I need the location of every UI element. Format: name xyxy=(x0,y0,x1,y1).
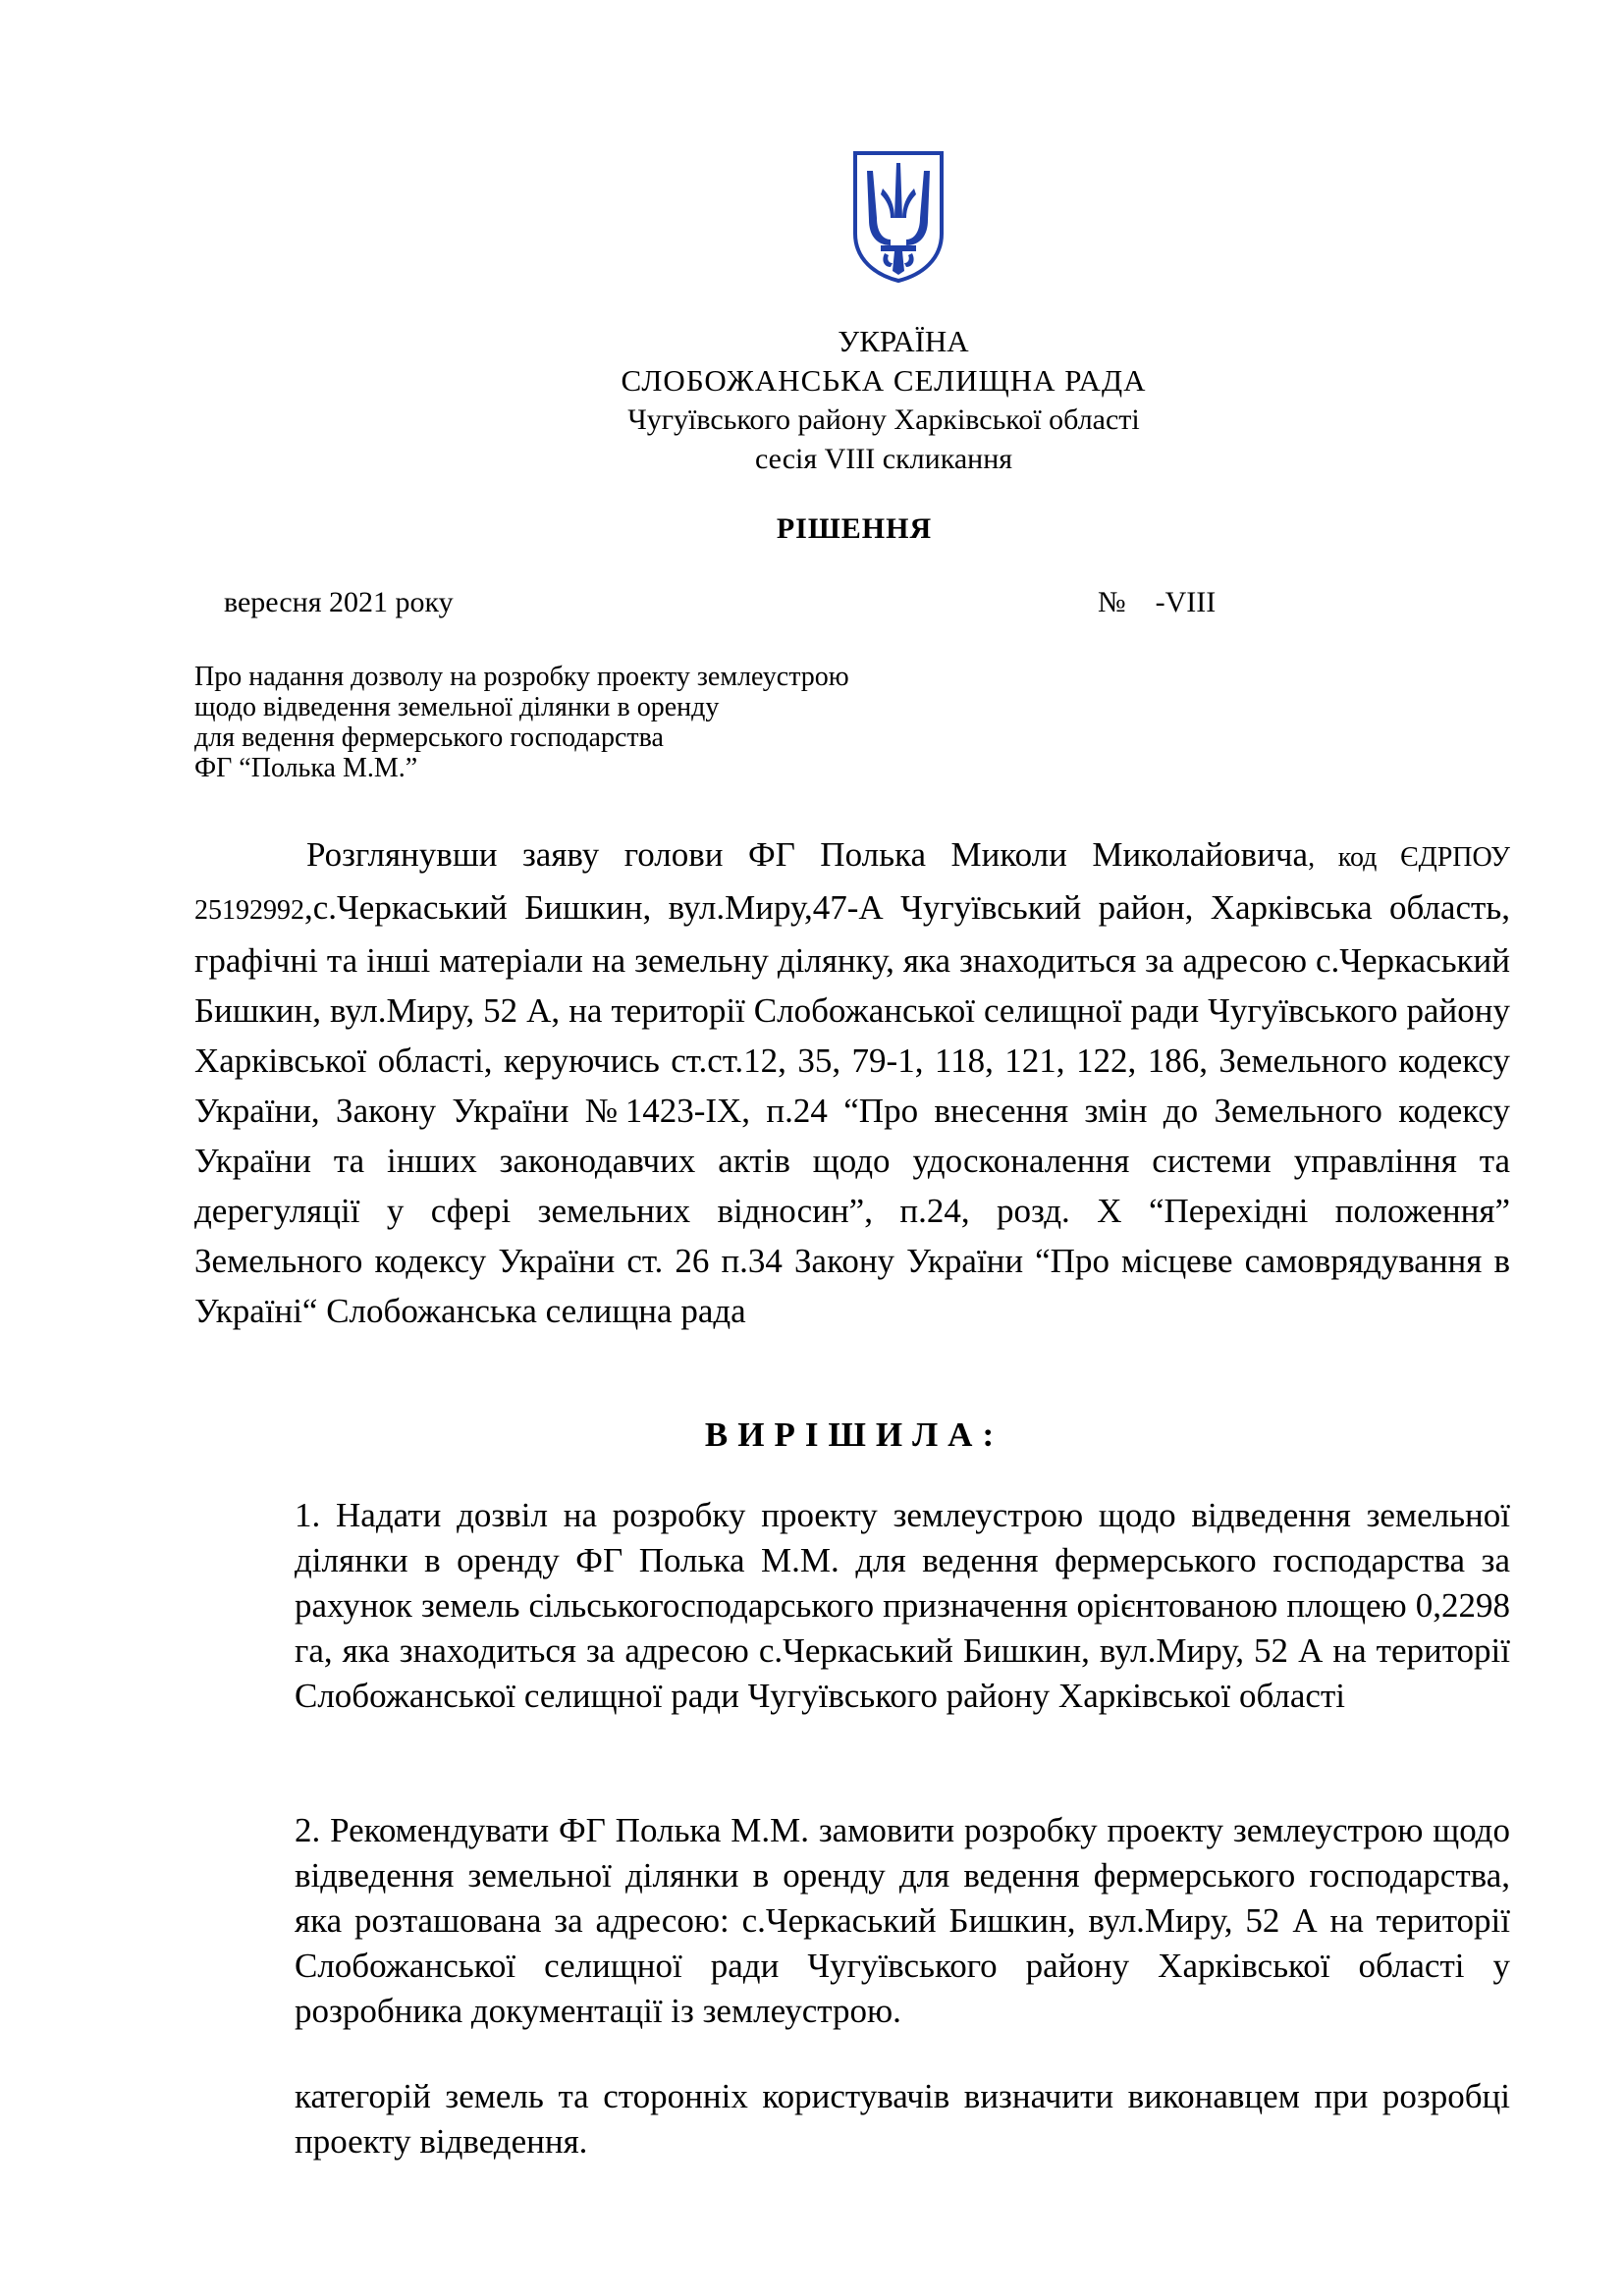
header-session: сесія VIII скликання xyxy=(754,443,1013,475)
resolution-item-2: 2. Рекомендувати ФГ Полька М.М. замовити розробку проекту землеустрою щодо відведення земельної ділянки в оренду для ведення фермерського господарства, яка розташована за адресою: с.Черкаський Бишкин, вул.Миру, 52 А на території Слобожанської селищної ради Чугуївського району Харківської області у розробника документації із землеустрою. xyxy=(295,1811,1510,2030)
number-value: -VIII xyxy=(1155,586,1217,618)
number-sign: № xyxy=(1098,586,1126,618)
subject-line: ФГ “Полька М.М.” xyxy=(194,753,418,783)
decision-date: вересня 2021 року xyxy=(224,586,454,618)
preamble-text-start: Розглянувши заяву голови ФГ Полька Миколи Миколайовича xyxy=(306,835,1309,874)
resolved-heading: ВИРІШИЛА: xyxy=(704,1415,1004,1454)
preamble-code: , код ЄДРПОУ 25192992 xyxy=(194,842,1510,926)
decision-title: РІШЕННЯ xyxy=(776,512,933,545)
header-council: СЛОБОЖАНСЬКА СЕЛИЩНА РАДА xyxy=(621,363,1147,398)
resolution-item-3: категорій земель та сторонніх користувачів визначити виконавцем при розробці проекту відведення. xyxy=(295,2077,1510,2161)
preamble-text-rest: ,с.Черкаський Бишкин, вул.Миру,47-А Чугуївський район, Харківська область, графічні та інші матеріали на земельну ділянку, яка знаходиться за адресою с.Черкаський Бишкин, вул.Миру, 52 А, на території Слобожанської селищної ради Чугуївського району Харківської області, керуючись ст.ст.12, 35, 79-1, 118, 121, 122, 186, Земельного кодексу України, Закону України №1423-ІХ, п.24 “Про внесення змін до Земельного кодексу України та інших законодавчих актів щодо удосконалення системи управління та дерегуляції у сфері земельних відносин”, п.24, розд. Х “Перехідні положення” Земельного кодексу України ст. 26 п.34 Закону України “Про місцеве самоврядування в Україні“ Слобожанська селищна рада xyxy=(194,888,1510,1330)
coat-of-arms-trident-icon xyxy=(851,149,946,283)
header-district: Чугуївського району Харківської області xyxy=(627,403,1140,436)
decision-number xyxy=(1098,586,1216,619)
resolution-item-1: 1. Надати дозвіл на розробку проекту землеустрою щодо відведення земельної ділянки в оренду ФГ Полька М.М. для ведення фермерського господарства за рахунок земель сільськогосподарського призначення орієнтованою площею 0,2298 га, яка знаходиться за адресою с.Черкаський Бишкин, вул.Миру, 52 А на території Слобожанської селищної ради Чугуївського району Харківської області xyxy=(295,1496,1510,1715)
subject-line: щодо відведення земельної ділянки в оренду xyxy=(194,692,720,722)
decision-subject xyxy=(194,662,980,783)
subject-line: для ведення фермерського господарства xyxy=(194,722,664,753)
preamble-paragraph xyxy=(194,829,1510,1336)
header-country: УКРАЇНА xyxy=(838,324,969,358)
subject-line: Про надання дозволу на розробку проекту землеустрою xyxy=(194,662,849,692)
